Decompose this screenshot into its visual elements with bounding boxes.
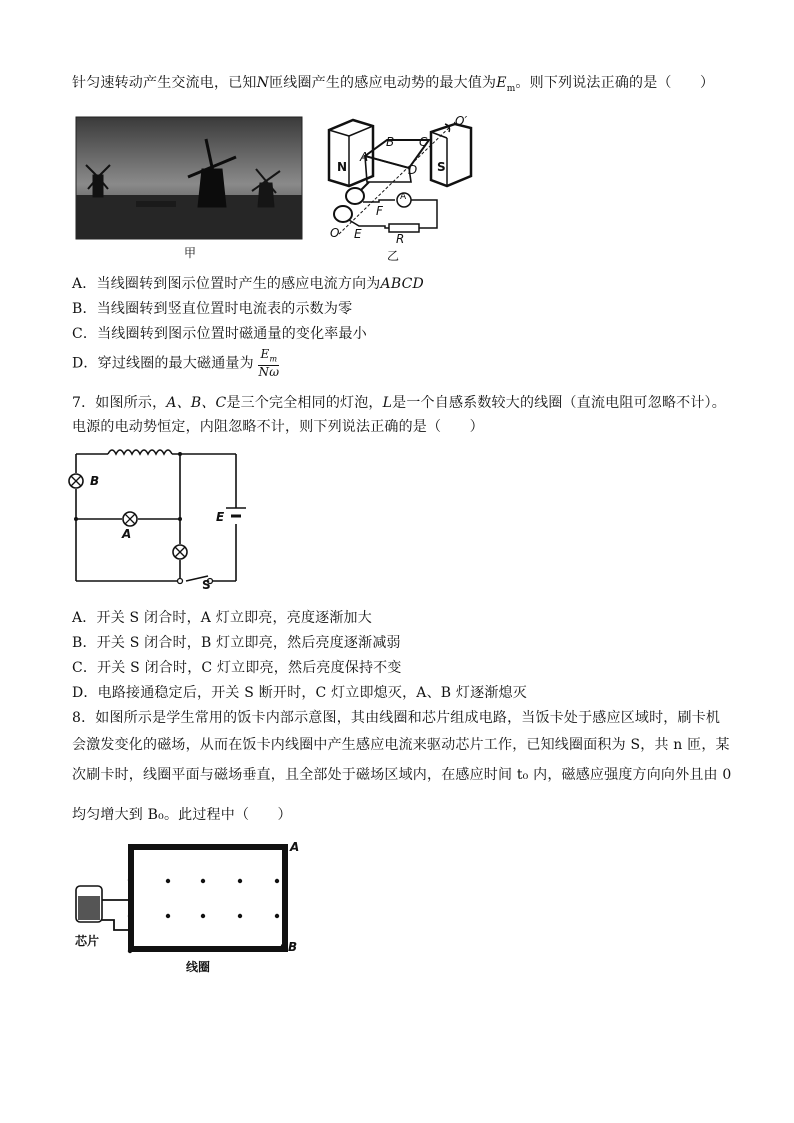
label-F: F (376, 204, 383, 218)
q6-option-a-text: A．当线圈转到图示位置时产生的感应电流方向为 (72, 276, 381, 292)
q6-stem (72, 72, 714, 94)
label-E: E (354, 227, 362, 241)
q8-stem-line4: 均匀增大到 B₀。此过程中（ ） (72, 807, 292, 823)
q8-stem-line3: 次刷卡时，线圈平面与磁场垂直，且全部处于磁场区域内，在感应时间 t₀ 内，磁感应强度方向向外且由 0 (72, 767, 732, 783)
fraction-denominator: Nω (258, 365, 280, 380)
q6-option-d-fraction (258, 348, 279, 379)
q6-stem-part2: 匝线圈产生的感应电动势的最大值为 (269, 75, 497, 91)
fraction-numerator (258, 348, 279, 366)
q7-label-A: A (122, 527, 132, 541)
label-coil-A: A (360, 150, 369, 164)
q7-label-B: B (90, 474, 100, 488)
q6-option-b: B．当线圈转到竖直位置时电流表的示数为零 (72, 301, 353, 317)
q7-stem-L: L (382, 395, 393, 411)
q6-option-d-text: D．穿过线圈的最大磁通量为 (72, 355, 254, 372)
q6-option-d (72, 348, 279, 379)
label-N-pole: N (337, 160, 348, 174)
q6-stem-part3: 。则下列说法正确的是（ ） (515, 75, 715, 91)
q6-stem-Em: E (496, 75, 507, 91)
label-C: C (419, 135, 428, 149)
label-D: D (408, 163, 418, 177)
label-S-pole: S (437, 160, 446, 174)
q7-stem-line2: 电源的电动势恒定，内阻忽略不计，则下列说法正确的是（ ） (72, 419, 484, 435)
q6-stem-Em-sub: m (506, 83, 516, 94)
q7-option-d: D．电路接通稳定后，开关 S 断开时，C 灯立即熄灭，A、B 灯逐渐熄灭 (72, 685, 527, 701)
q7-stem-line1 (72, 392, 726, 412)
q8-label-A: A (290, 840, 300, 854)
q7-option-c: C．开关 S 闭合时，C 灯立即亮，然后亮度保持不变 (72, 660, 402, 676)
q8-chip-label: 芯片 (75, 934, 100, 948)
generator-diagram (325, 116, 475, 242)
q8-label-B: B (288, 940, 298, 954)
meal-card-diagram (72, 838, 302, 962)
q7-stem-part2: 是三个完全相同的灯泡， (226, 395, 383, 411)
fig-jia-label: 甲 (184, 246, 197, 260)
q7-stem-part1: 7．如图所示， (72, 395, 167, 411)
num-sub: m (269, 354, 278, 364)
q6-stem-part1: 针匀速转动产生交流电，已知 (72, 75, 257, 91)
q7-stem-part3: 是一个自感系数较大的线圈（直流电阻可忽略不计）。 (392, 395, 726, 411)
windmill-photo (76, 117, 302, 239)
label-R: R (396, 232, 405, 246)
q6-option-a-var: ABCD (380, 276, 424, 292)
label-O: O (330, 226, 340, 240)
q7-option-b: B．开关 S 闭合时，B 灯立即亮，然后亮度逐渐减弱 (72, 635, 401, 651)
fig-yi-label: 乙 (387, 249, 400, 263)
q7-label-S: S (202, 578, 211, 592)
q8-stem-line1: 8．如图所示是学生常用的饭卡内部示意图，其由线圈和芯片组成电路，当饭卡处于感应区域时，刷卡机 (72, 710, 721, 726)
q8-coil-label: 线圈 (186, 960, 211, 974)
q6-option-a (72, 273, 424, 293)
q6-stem-N: N (256, 75, 270, 91)
q6-option-c: C．当线圈转到图示位置时磁通量的变化率最小 (72, 326, 367, 342)
label-O-prime: O′ (455, 114, 468, 128)
q7-stem-vars: A、B、C (166, 395, 227, 411)
q7-option-a: A．开关 S 闭合时，A 灯立即亮，亮度逐渐加大 (72, 610, 372, 626)
q8-stem-line2: 会激发变化的磁场，从而在饭卡内线圈中产生感应电流来驱动芯片工作，已知线圈面积为 S，共 n 匝，某 (72, 737, 730, 753)
num-E: E (260, 347, 270, 361)
q7-label-E: E (216, 510, 225, 524)
ammeter-label: A (400, 192, 407, 202)
label-B: B (386, 135, 395, 149)
